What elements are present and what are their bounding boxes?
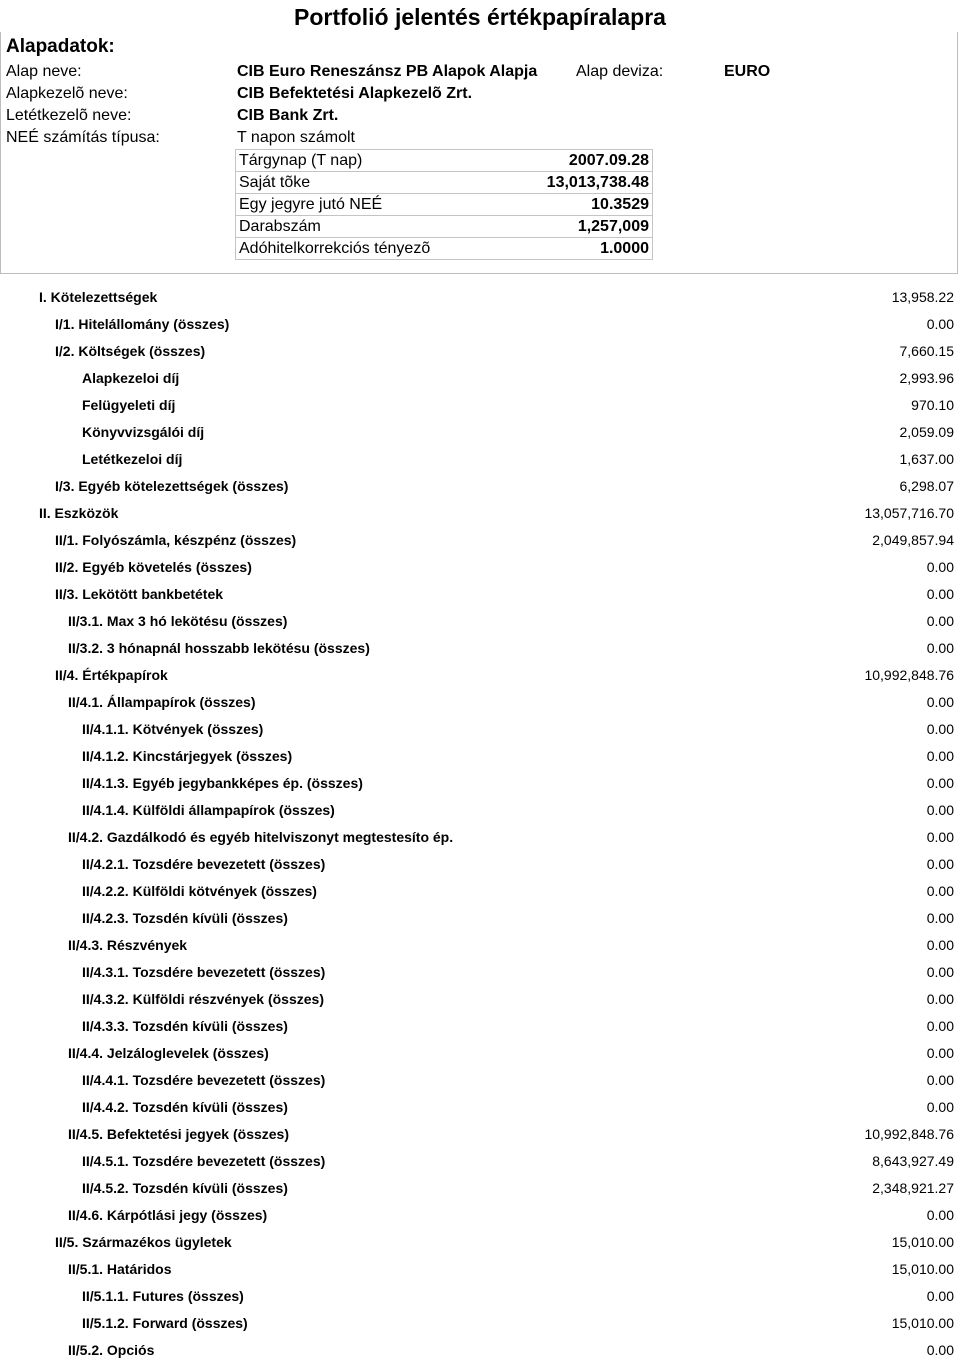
custodian-value: CIB Bank Zrt.	[237, 107, 339, 124]
key-figure-row	[236, 194, 653, 216]
row-label: II/4.4. Jelzáloglevelek (összes)	[68, 1045, 269, 1061]
portfolio-row	[0, 959, 960, 986]
row-label: II/4.5.1. Tozsdére bevezetett (összes)	[82, 1153, 326, 1169]
portfolio-row	[0, 743, 960, 770]
portfolio-row	[0, 1040, 960, 1067]
row-label: II/5.1.1. Futures (összes)	[82, 1288, 244, 1304]
row-value: 0.00	[926, 910, 954, 926]
row-value: 0.00	[926, 829, 954, 845]
portfolio-row	[0, 1337, 960, 1364]
key-figure-label: Darabszám	[236, 216, 443, 238]
custodian-label: Letétkezelõ neve:	[6, 107, 132, 124]
row-value: 0.00	[926, 1099, 954, 1115]
row-label: I/3. Egyéb kötelezettségek (összes)	[55, 478, 289, 494]
row-label: Alapkezeloi díj	[82, 370, 180, 386]
row-label: II/3.1. Max 3 hó lekötésu (összes)	[68, 613, 288, 629]
fund-currency-label: Alap deviza:	[576, 63, 664, 80]
fund-name-label: Alap neve:	[6, 63, 82, 80]
row-value: 0.00	[926, 856, 954, 872]
key-figure-row	[236, 216, 653, 238]
portfolio-row	[0, 1283, 960, 1310]
key-figure-label: Saját tõke	[236, 172, 443, 194]
portfolio-row	[0, 419, 960, 446]
row-label: II/3. Lekötött bankbetétek	[55, 586, 224, 602]
portfolio-row	[0, 851, 960, 878]
row-label: II/4.4.2. Tozsdén kívüli (összes)	[82, 1099, 288, 1115]
portfolio-row	[0, 797, 960, 824]
row-value: 1,637.00	[899, 451, 954, 467]
portfolio-row	[0, 1094, 960, 1121]
row-label: II/2. Egyéb követelés (összes)	[55, 559, 252, 575]
row-label: II/4.2.3. Tozsdén kívüli (összes)	[82, 910, 288, 926]
portfolio-row	[0, 986, 960, 1013]
row-label: II/4. Értékpapírok	[55, 667, 168, 683]
row-label: II/4.3. Részvények	[68, 937, 188, 953]
row-value: 0.00	[926, 1018, 954, 1034]
row-value: 7,660.15	[899, 343, 954, 359]
row-value: 2,059.09	[899, 424, 954, 440]
portfolio-row	[0, 338, 960, 365]
portfolio-row	[0, 662, 960, 689]
portfolio-row	[0, 932, 960, 959]
row-value: 0.00	[926, 802, 954, 818]
portfolio-row	[0, 365, 960, 392]
row-value: 0.00	[926, 1288, 954, 1304]
key-figure-label: Egy jegyre jutó NEÉ	[236, 194, 443, 216]
key-figure-row	[236, 150, 653, 172]
fund-manager-label: Alapkezelõ neve:	[6, 85, 128, 102]
row-label: II/4.1. Állampapírok (összes)	[68, 694, 256, 710]
row-value: 15,010.00	[891, 1234, 954, 1250]
key-figure-value: 1.0000	[442, 238, 653, 260]
portfolio-row	[0, 554, 960, 581]
portfolio-row	[0, 1202, 960, 1229]
key-figure-row	[236, 238, 653, 260]
row-value: 0.00	[926, 316, 954, 332]
nav-calc-type-label: NEÉ számítás típusa:	[6, 129, 160, 146]
fund-currency-value: EURO	[724, 63, 771, 80]
row-label: II/5.2. Opciós	[68, 1342, 155, 1358]
portfolio-row	[0, 500, 960, 527]
portfolio-row	[0, 284, 960, 311]
portfolio-row	[0, 878, 960, 905]
portfolio-row	[0, 1175, 960, 1202]
portfolio-row	[0, 635, 960, 662]
row-value: 2,993.96	[899, 370, 954, 386]
row-label: Felügyeleti díj	[82, 397, 176, 413]
row-label: II/5. Származékos ügyletek	[55, 1234, 232, 1250]
row-label: Könyvvizsgálói díj	[82, 424, 205, 440]
row-label: II/4.2.1. Tozsdére bevezetett (összes)	[82, 856, 326, 872]
row-value: 0.00	[926, 964, 954, 980]
row-value: 0.00	[926, 775, 954, 791]
row-label: II/4.3.3. Tozsdén kívüli (összes)	[82, 1018, 288, 1034]
row-value: 2,049,857.94	[872, 532, 954, 548]
row-value: 0.00	[926, 613, 954, 629]
row-label: II/1. Folyószámla, készpénz (összes)	[55, 532, 297, 548]
portfolio-row	[0, 311, 960, 338]
portfolio-row	[0, 1013, 960, 1040]
row-value: 0.00	[926, 1072, 954, 1088]
row-value: 0.00	[926, 991, 954, 1007]
row-value: 0.00	[926, 721, 954, 737]
row-label: II/4.5.2. Tozsdén kívüli (összes)	[82, 1180, 288, 1196]
portfolio-row	[0, 689, 960, 716]
row-value: 0.00	[926, 1342, 954, 1358]
portfolio-row	[0, 446, 960, 473]
row-label: II/4.1.2. Kincstárjegyek (összes)	[82, 748, 293, 764]
row-label: II/4.2. Gazdálkodó és egyéb hitelviszonyt megtestesíto ép.	[68, 829, 454, 845]
key-figure-value: 13,013,738.48	[442, 172, 653, 194]
row-value: 8,643,927.49	[872, 1153, 954, 1169]
row-label: II/4.2.2. Külföldi kötvények (összes)	[82, 883, 317, 899]
row-label: II/4.1.1. Kötvények (összes)	[82, 721, 264, 737]
nav-calc-type-value: T napon számolt	[237, 129, 355, 146]
row-label: II/4.1.4. Külföldi állampapírok (összes)	[82, 802, 335, 818]
portfolio-row	[0, 770, 960, 797]
row-label: II/5.1. Határidos	[68, 1261, 172, 1277]
row-label: II/4.3.2. Külföldi részvények (összes)	[82, 991, 324, 1007]
row-value: 0.00	[926, 559, 954, 575]
row-value: 10,992,848.76	[864, 667, 954, 683]
portfolio-row	[0, 824, 960, 851]
portfolio-row	[0, 716, 960, 743]
row-label: II/4.5. Befektetési jegyek (összes)	[68, 1126, 289, 1142]
row-label: I/1. Hitelállomány (összes)	[55, 316, 230, 332]
row-value: 15,010.00	[891, 1261, 954, 1277]
key-figure-value: 2007.09.28	[442, 150, 653, 172]
row-label: II/3.2. 3 hónapnál hosszabb lekötésu (összes)	[68, 640, 370, 656]
portfolio-row	[0, 392, 960, 419]
key-figure-label: Adóhitelkorrekciós tényezõ	[236, 238, 443, 260]
key-figure-value: 1,257,009	[442, 216, 653, 238]
row-value: 0.00	[926, 1045, 954, 1061]
key-figure-value: 10.3529	[442, 194, 653, 216]
row-label: I/2. Költségek (összes)	[55, 343, 206, 359]
row-value: 15,010.00	[891, 1315, 954, 1331]
basic-data-heading: Alapadatok:	[6, 36, 115, 57]
row-value: 0.00	[926, 883, 954, 899]
row-label: II. Eszközök	[39, 505, 119, 521]
portfolio-row	[0, 581, 960, 608]
row-value: 10,992,848.76	[864, 1126, 954, 1142]
portfolio-row	[0, 1229, 960, 1256]
row-value: 0.00	[926, 586, 954, 602]
row-label: II/4.3.1. Tozsdére bevezetett (összes)	[82, 964, 326, 980]
key-figures-table	[235, 149, 653, 260]
row-value: 6,298.07	[899, 478, 954, 494]
row-label: Letétkezeloi díj	[82, 451, 183, 467]
fund-name-value: CIB Euro Reneszánsz PB Alapok Alapja	[237, 63, 538, 80]
portfolio-row	[0, 905, 960, 932]
portfolio-row	[0, 1067, 960, 1094]
portfolio-row	[0, 608, 960, 635]
portfolio-row	[0, 527, 960, 554]
report-title: Portfolió jelentés értékpapíralapra	[294, 4, 666, 30]
row-label: II/4.6. Kárpótlási jegy (összes)	[68, 1207, 268, 1223]
row-value: 970.10	[911, 397, 954, 413]
row-value: 13,057,716.70	[864, 505, 954, 521]
portfolio-row	[0, 1310, 960, 1337]
row-label: II/4.1.3. Egyéb jegybankképes ép. (összes)	[82, 775, 363, 791]
row-value: 0.00	[926, 937, 954, 953]
row-value: 2,348,921.27	[872, 1180, 954, 1196]
fund-manager-value: CIB Befektetési Alapkezelõ Zrt.	[237, 85, 473, 102]
row-value: 0.00	[926, 640, 954, 656]
portfolio-row	[0, 1121, 960, 1148]
row-label: I. Kötelezettségek	[39, 289, 158, 305]
row-value: 0.00	[926, 694, 954, 710]
row-value: 0.00	[926, 748, 954, 764]
row-value: 0.00	[926, 1207, 954, 1223]
portfolio-row	[0, 1256, 960, 1283]
row-label: II/5.1.2. Forward (összes)	[82, 1315, 248, 1331]
key-figure-row	[236, 172, 653, 194]
key-figure-label: Tárgynap (T nap)	[236, 150, 443, 172]
portfolio-row	[0, 1148, 960, 1175]
portfolio-row	[0, 473, 960, 500]
row-value: 13,958.22	[891, 289, 954, 305]
row-label: II/4.4.1. Tozsdére bevezetett (összes)	[82, 1072, 326, 1088]
